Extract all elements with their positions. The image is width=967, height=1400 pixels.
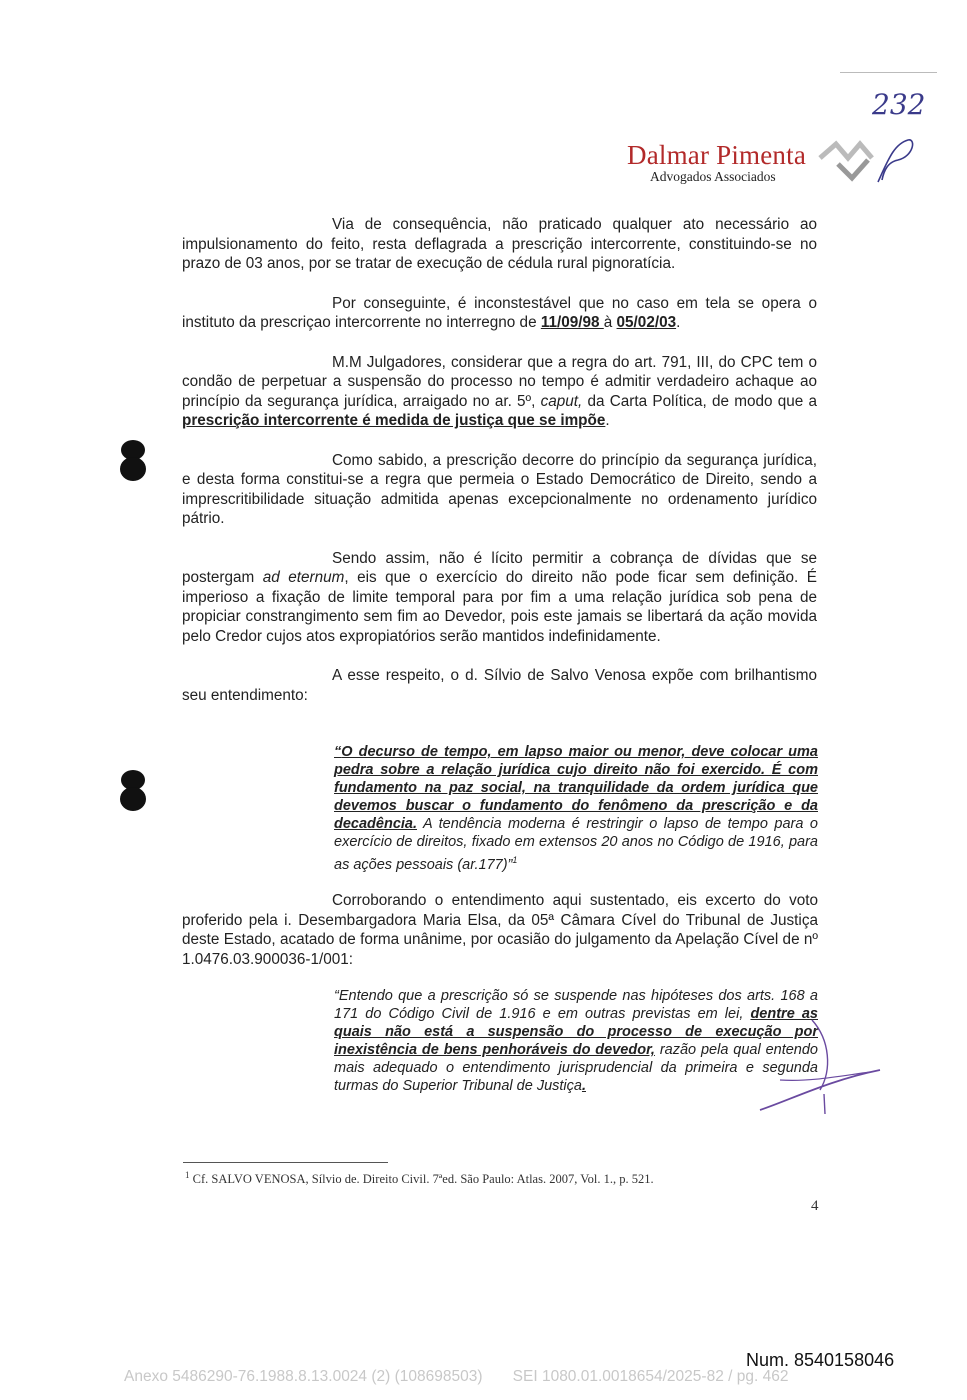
quote-acordao-highlight: dentre as quais não está a suspensão do processo de execução por inexistência de bens penhoráveis do devedor, bbox=[334, 1006, 818, 1058]
page-number: 4 bbox=[811, 1198, 819, 1214]
firm-subtitle: Advogados Associados bbox=[650, 169, 776, 184]
paragraph-3: M.M Julgadores, considerar que a regra do art. 791, III, do CPC tem o condão de perpetuar a suspensão do processo no tempo é admitir verdadeiro achaque ao princípio da segurança jurídica, arraigado no ar. 5º, caput, da Carta Política, de modo que a prescrição intercorrente é medida de justiça que se impõe. bbox=[182, 353, 817, 429]
footnote-rule bbox=[183, 1162, 388, 1163]
archive-stamp: Anexo 5486290-76.1988.8.13.0024 (2) (108698503) SEI 1080.01.0018654/2025-82 / pg. 462 bbox=[124, 1368, 789, 1385]
paragraph-2: Por conseguinte, é inconstestável que no caso em tela se opera o instituto da prescriçao intercorrente no interregno de 11/09/98 à 05/02/03. bbox=[182, 294, 817, 331]
document-body bbox=[182, 215, 817, 725]
handwritten-page-number: 232 bbox=[872, 88, 926, 121]
date-start: 11/09/98 bbox=[540, 314, 604, 331]
footnote-ref: 1 bbox=[512, 855, 518, 865]
date-end: 05/02/03 bbox=[616, 314, 677, 331]
document-number: Num. 8540158046 bbox=[746, 1350, 895, 1370]
paragraph-5: Sendo assim, não é lícito permitir a cobrança de dívidas que se postergam ad eternum, eis que o exercício do direito não pode ficar sem definição. É imperioso a fixação de limite temporal para por fim a uma relação jurídica sob pena de propiciar constrangimento sem fim ao Devedor, pois este jamais se libertará da ação movida pelo Credor cujos atos expropiatórios serão mantidos indefinidamente. bbox=[182, 549, 817, 645]
paragraph-7: Corroborando o entendimento aqui sustentado, eis excerto do voto proferido pela i. Desembargadora Maria Elsa, da 05ª Câmara Cível do Tribunal de Justiça deste Estado, acatado de forma unânime, por ocasião do julgamento da Apelação Cível de nº 1.0476.03.900036-1/001: bbox=[182, 892, 818, 968]
firm-name: Dalmar Pimenta bbox=[627, 140, 806, 170]
binder-hole-mark-icon bbox=[118, 768, 148, 812]
paragraph-6: A esse respeito, o d. Sílvio de Salvo Venosa expõe com brilhantismo seu entendimento: bbox=[182, 667, 817, 704]
footnote: $^1$ Cf. SALVO VENOSA, Sílvio de. Direito Civil. 7ªed. São Paulo: Atlas. 2007, Vol. 1., p. 521. bbox=[185, 1170, 654, 1187]
paragraph-4: Como sabido, a prescrição decorre do princípio da segurança jurídica, e desta forma constitui-se a regra que permeia o Estado Democrático de Direito, sendo a imprescritibilidade situação admitida apenas excepcionalmente no ordenamento jurídico pátrio. bbox=[182, 451, 817, 527]
quote-venosa: “O decurso de tempo, em lapso maior ou menor, deve colocar uma pedra sobre a relação jurídica cujo direito não foi exercido. É com fundamento na paz social, na tranquilidade da ordem jurídica que devemos buscar o fundamento do fenômeno da prescrição e da decadência. A tendência moderna é restringir o lapso de tempo para o exercício de direitos, fixado em extensos 20 anos no Código de 1916, para as ações pessoais (ar.177)”$^1$ bbox=[334, 744, 818, 873]
quote-venosa-highlight: O decurso de tempo, em lapso maior ou menor, deve colocar uma pedra sobre a relação jurídica cujo direito não foi exercido. É com fundamento na paz social, na tranquilidade da ordem jurídica que devemos buscar o fundamento do fenômeno da prescrição e da decadência. bbox=[334, 744, 818, 832]
paragraph-1: Via de consequência, não praticado qualquer ato necessário ao impulsionamento do feito, resta deflagrada a prescrição intercorrente, constituindo-se no prazo de 03 anos, por se tratar de execução de cédula rural pignoratícia. bbox=[182, 216, 817, 272]
binder-hole-mark-icon bbox=[118, 438, 148, 482]
highlight-prescricao: prescrição intercorrente é medida de justiça que se impõe bbox=[182, 412, 606, 429]
quote-acordao: “Entendo que a prescrição só se suspende nas hipóteses dos arts. 168 a 171 do Código Civil de 1.916 e em outras previstas em lei, dentre as quais não está a suspensão do processo de execução por inexistência de bens penhoráveis do devedor, razão pela qual entendo mais adequado o entendimento jurisprudencial da primeira e segunda turmas do Superior Tribunal de Justiça. bbox=[334, 988, 818, 1094]
firm-logo-icon bbox=[818, 130, 918, 190]
handwritten-signature-icon bbox=[720, 1010, 890, 1120]
header-rule bbox=[840, 72, 937, 73]
